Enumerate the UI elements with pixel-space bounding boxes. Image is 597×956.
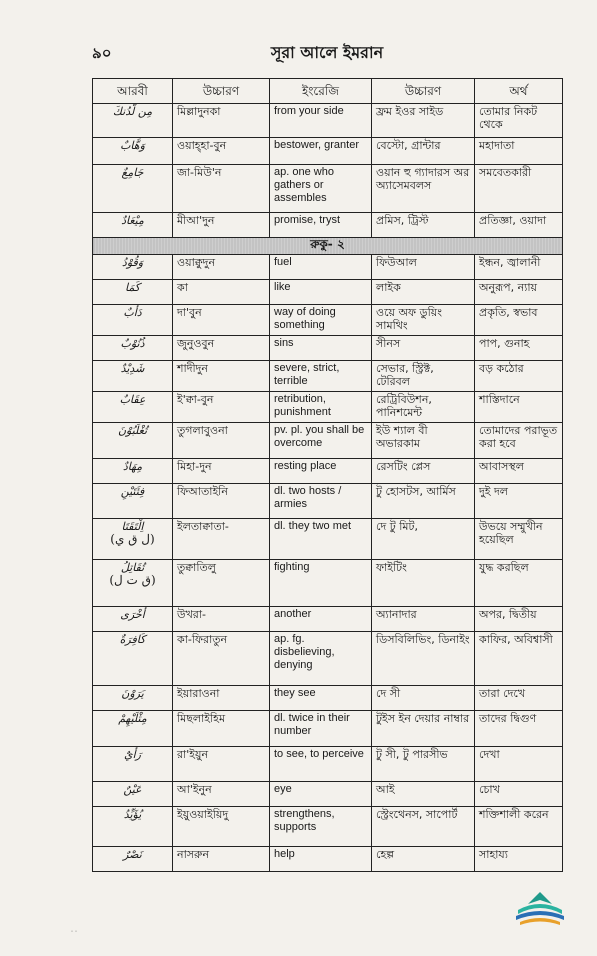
arabic-text: رَأْيٌ	[124, 748, 141, 761]
english-meaning: pv. pl. you shall be overcome	[270, 423, 372, 459]
table-row	[93, 847, 563, 872]
transliteration: শাদীদুন	[173, 361, 270, 392]
bangla-meaning: প্রতিজ্ঞা, ওয়াদা	[475, 213, 563, 238]
table-body-a	[93, 104, 563, 238]
english-pronunciation: অ্যানাদার	[372, 607, 475, 632]
arabic-text: تُغْلَبُوْنَ	[117, 424, 148, 437]
english-pronunciation: প্রমিস, ট্রিস্ট	[372, 213, 475, 238]
english-meaning: they see	[270, 686, 372, 711]
bangla-meaning: বড় কঠোর	[475, 361, 563, 392]
transliteration: মীআ'দুন	[173, 213, 270, 238]
english-meaning: sins	[270, 336, 372, 361]
bangla-meaning: উভয়ে সম্মুখীন হয়েছিল	[475, 519, 563, 560]
arabic-word	[93, 423, 173, 459]
arabic-text: ذُنُوْبٌ	[120, 337, 145, 350]
transliteration: ইলতাক্বাতা-	[173, 519, 270, 560]
english-meaning: like	[270, 280, 372, 305]
bangla-meaning: অনুরূপ, ন্যায়	[475, 280, 563, 305]
table-row	[93, 459, 563, 484]
page-title: সূরা আলে ইমরান	[270, 43, 384, 62]
english-pronunciation: রেসটিং প্লেস	[372, 459, 475, 484]
arabic-text: مِثْلَيْهِمْ	[118, 712, 147, 725]
bangla-meaning: সমবেতকারী	[475, 165, 563, 213]
table-row	[93, 336, 563, 361]
arabic-word	[93, 280, 173, 305]
section-label: রুকু- ২	[93, 238, 563, 255]
english-meaning: fighting	[270, 560, 372, 607]
bangla-meaning: তাদের দ্বিগুণ	[475, 711, 563, 747]
arabic-word	[93, 484, 173, 519]
transliteration: ইয়ুওয়াইয়িদু	[173, 807, 270, 847]
arabic-text: وَهَّابٌ	[120, 139, 145, 152]
bangla-meaning: যুদ্ধ করছিল	[475, 560, 563, 607]
table-row	[93, 686, 563, 711]
arabic-text: كَمَا	[125, 281, 140, 294]
english-pronunciation: ডিসবিলিভিং, ডিনাইং	[372, 632, 475, 686]
arabic-word	[93, 807, 173, 847]
column-header: উচ্চারণ	[173, 79, 270, 104]
page-header	[92, 38, 562, 68]
english-pronunciation: ফাইটিং	[372, 560, 475, 607]
arabic-word	[93, 607, 173, 632]
english-meaning: ap. one who gathers or assembles	[270, 165, 372, 213]
transliteration: নাসরুন	[173, 847, 270, 872]
english-pronunciation: টুইস ইন দেয়ার নাম্বার	[372, 711, 475, 747]
transliteration: মিহা-দুন	[173, 459, 270, 484]
table-body-b	[93, 255, 563, 872]
arabic-word	[93, 782, 173, 807]
arabic-word	[93, 138, 173, 165]
table-row	[93, 423, 563, 459]
english-meaning: severe, strict, terrible	[270, 361, 372, 392]
transliteration: তুক্বাতিলু	[173, 560, 270, 607]
english-pronunciation: রেট্রিবিউশন, পানিশমেন্ট	[372, 392, 475, 423]
arabic-text: عَيْنٌ	[123, 783, 142, 796]
english-pronunciation: ওয়ে অফ ডুয়িং সামথিং	[372, 305, 475, 336]
column-header: ইংরেজি	[270, 79, 372, 104]
arabic-text: شَدِيْدٌ	[120, 362, 145, 375]
english-meaning: resting place	[270, 459, 372, 484]
column-header: আরবী	[93, 79, 173, 104]
bangla-meaning: পাপ, গুনাহ	[475, 336, 563, 361]
english-meaning: dl. twice in their number	[270, 711, 372, 747]
page-number: ৯০	[92, 44, 112, 62]
arabic-text: أُخْرَى	[120, 608, 145, 621]
arabic-word	[93, 711, 173, 747]
arabic-root: (ق ت ل)	[109, 573, 156, 587]
arabic-text: مِيْعَادٌ	[121, 214, 144, 227]
english-meaning: promise, tryst	[270, 213, 372, 238]
table-row	[93, 361, 563, 392]
arabic-word	[93, 255, 173, 280]
bangla-meaning: তারা দেখে	[475, 686, 563, 711]
table-row	[93, 392, 563, 423]
english-meaning: bestower, granter	[270, 138, 372, 165]
english-meaning: help	[270, 847, 372, 872]
arabic-word	[93, 560, 173, 607]
arabic-word	[93, 165, 173, 213]
table-row	[93, 280, 563, 305]
arabic-text: يَرَوْنَ	[121, 687, 144, 700]
english-pronunciation: বেস্টো, গ্রান্টার	[372, 138, 475, 165]
table-row	[93, 104, 563, 138]
english-pronunciation: সেভার, স্ট্রিক্ট, টেরিবল	[372, 361, 475, 392]
bangla-meaning: তোমাদের পরাভূত করা হবে	[475, 423, 563, 459]
english-pronunciation: লাইক	[372, 280, 475, 305]
transliteration: ওয়াক্বুদুন	[173, 255, 270, 280]
bangla-meaning: কাফির, অবিশ্বাসী	[475, 632, 563, 686]
english-pronunciation: ফিউআল	[372, 255, 475, 280]
arabic-word	[93, 392, 173, 423]
arabic-root: (ل ق ي)	[110, 532, 155, 546]
arabic-text: وَقُوْدُ	[121, 256, 144, 269]
table-row	[93, 807, 563, 847]
english-meaning: dl. they two met	[270, 519, 372, 560]
bangla-meaning: দুই দল	[475, 484, 563, 519]
vocabulary-table	[92, 78, 563, 872]
english-pronunciation: সীনস	[372, 336, 475, 361]
transliteration: ওয়াহ্হা-বুন	[173, 138, 270, 165]
bangla-meaning: ইন্ধন, জ্বালানী	[475, 255, 563, 280]
english-meaning: eye	[270, 782, 372, 807]
arabic-text: عِقَابٌ	[119, 393, 146, 406]
transliteration: উখরা-	[173, 607, 270, 632]
arabic-word	[93, 361, 173, 392]
bangla-meaning: সাহায্য	[475, 847, 563, 872]
transliteration: ই'ক্বা-বুন	[173, 392, 270, 423]
english-pronunciation: ফ্রম ইওর সাইড	[372, 104, 475, 138]
arabic-word	[93, 104, 173, 138]
arabic-text: فِئَتَيْنِ	[120, 485, 145, 498]
transliteration: মিল্লাদুনকা	[173, 104, 270, 138]
bangla-meaning: শক্তিশালী করেন	[475, 807, 563, 847]
table-row	[93, 711, 563, 747]
table-row	[93, 165, 563, 213]
english-meaning: another	[270, 607, 372, 632]
arabic-word	[93, 747, 173, 782]
column-header: উচ্চারণ	[372, 79, 475, 104]
bangla-meaning: তোমার নিকট থেকে	[475, 104, 563, 138]
table-row	[93, 213, 563, 238]
transliteration: দা'বুন	[173, 305, 270, 336]
english-meaning: strengthens, supports	[270, 807, 372, 847]
english-meaning: fuel	[270, 255, 372, 280]
bangla-meaning: অপর, দ্বিতীয়	[475, 607, 563, 632]
transliteration: তুগলাবুওনা	[173, 423, 270, 459]
arabic-word	[93, 459, 173, 484]
arabic-text: يُؤَيِّدُ	[123, 808, 142, 821]
table-row	[93, 484, 563, 519]
arabic-word	[93, 213, 173, 238]
transliteration: জা-মিউ'ন	[173, 165, 270, 213]
arabic-text: نَصْرٌ	[123, 848, 142, 861]
arabic-word	[93, 632, 173, 686]
english-pronunciation: ইউ শ্যাল বী অভারকাম	[372, 423, 475, 459]
english-pronunciation: ওয়ান হু গ্যাদারস অর অ্যাসেমবলস	[372, 165, 475, 213]
transliteration: রা'ইয়ুন	[173, 747, 270, 782]
bangla-meaning: দেখা	[475, 747, 563, 782]
english-pronunciation: টু সী, টু পারসীভ	[372, 747, 475, 782]
english-pronunciation: স্ট্রেংথেনস, সাপোর্ট	[372, 807, 475, 847]
english-pronunciation: দে টু মিট,	[372, 519, 475, 560]
page-mark: ˙˙	[70, 930, 78, 939]
bangla-meaning: আবাসস্থল	[475, 459, 563, 484]
table-row	[93, 255, 563, 280]
table-header-row	[93, 79, 563, 104]
transliteration: জুনুওবুন	[173, 336, 270, 361]
english-meaning: retribution, punishment	[270, 392, 372, 423]
table-row	[93, 138, 563, 165]
arabic-word	[93, 305, 173, 336]
transliteration: ফিআতাইনি	[173, 484, 270, 519]
table-row	[93, 632, 563, 686]
transliteration: মিছলাইহিম	[173, 711, 270, 747]
bangla-meaning: প্রকৃতি, স্বভাব	[475, 305, 563, 336]
bangla-meaning: শাস্তিদানে	[475, 392, 563, 423]
publisher-logo-icon	[510, 888, 570, 928]
table-row	[93, 305, 563, 336]
transliteration: কা	[173, 280, 270, 305]
english-meaning: dl. two hosts / armies	[270, 484, 372, 519]
arabic-text: مِن لَّدُنكَ	[112, 105, 153, 118]
arabic-text: دَأْبٌ	[123, 306, 142, 319]
table-row	[93, 560, 563, 607]
arabic-word	[93, 519, 173, 560]
column-header: অর্থ	[475, 79, 563, 104]
table-row	[93, 607, 563, 632]
table-row	[93, 747, 563, 782]
arabic-text: تُقَاتِلُ	[120, 561, 145, 574]
arabic-text: مِهَادٌ	[122, 460, 143, 473]
english-pronunciation: আই	[372, 782, 475, 807]
table-row	[93, 519, 563, 560]
english-meaning: from your side	[270, 104, 372, 138]
transliteration: কা-ফিরাতুন	[173, 632, 270, 686]
english-pronunciation: হেল্প	[372, 847, 475, 872]
transliteration: ইয়ারাওনা	[173, 686, 270, 711]
table-row	[93, 782, 563, 807]
arabic-text: جَامِعٌ	[121, 166, 144, 179]
transliteration: আ'ইনুন	[173, 782, 270, 807]
arabic-word	[93, 336, 173, 361]
bangla-meaning: মহাদাতা	[475, 138, 563, 165]
arabic-text: اِلْتَقَتَا	[121, 520, 144, 533]
english-meaning: ap. fg. disbelieving, denying	[270, 632, 372, 686]
arabic-word	[93, 847, 173, 872]
english-meaning: to see, to perceive	[270, 747, 372, 782]
arabic-text: كَافِرَةٌ	[119, 633, 146, 646]
english-meaning: way of doing something	[270, 305, 372, 336]
arabic-word	[93, 686, 173, 711]
english-pronunciation: টু হোসটস, আর্মিস	[372, 484, 475, 519]
bangla-meaning: চোখ	[475, 782, 563, 807]
section-row	[93, 238, 563, 255]
english-pronunciation: দে সী	[372, 686, 475, 711]
